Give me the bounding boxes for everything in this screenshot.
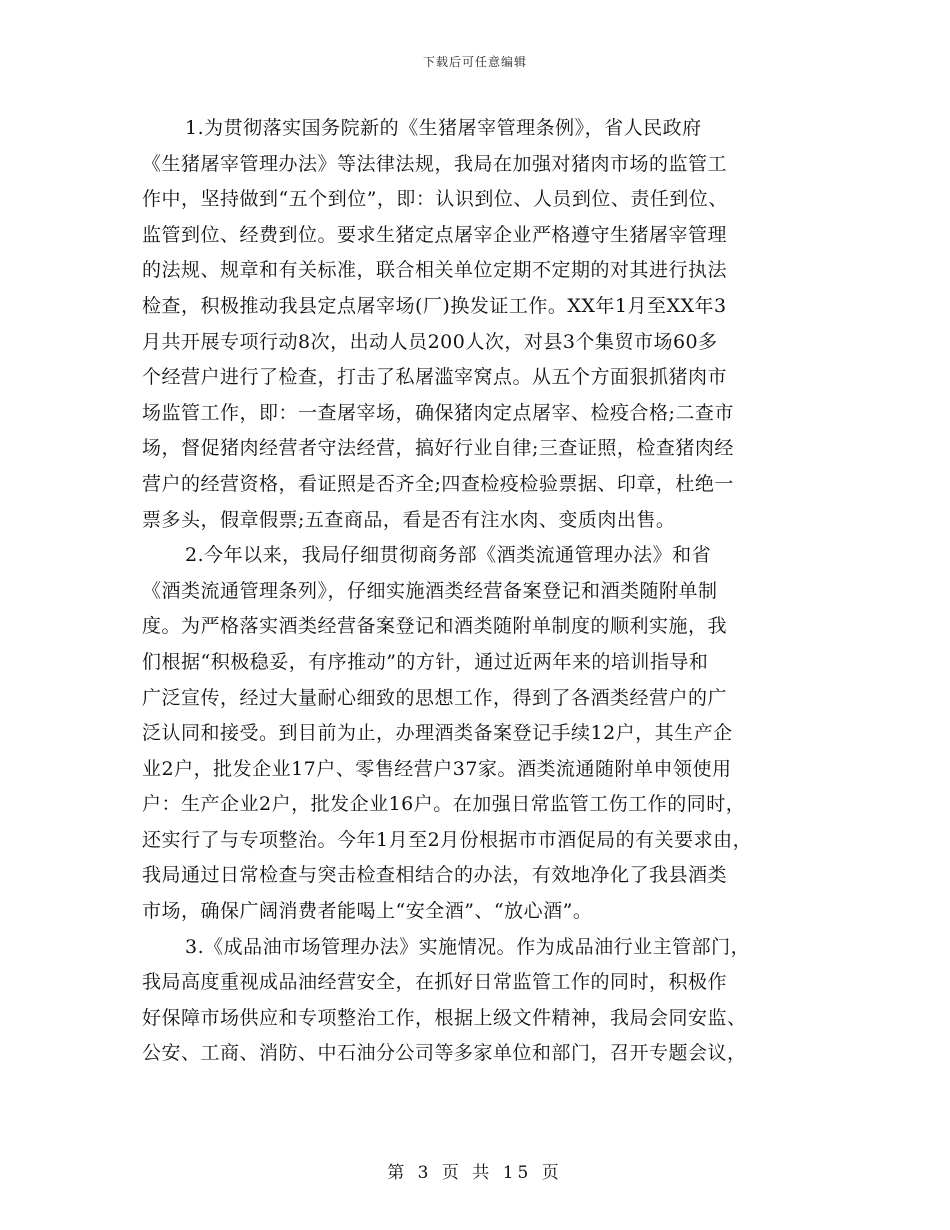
text-line: 2.今年以来，我局仔细贯彻商务部《酒类流通管理办法》和省	[185, 544, 712, 567]
text-line: 1.为贯彻落实国务院新的《生猪屠宰管理条例》，省人民政府	[185, 117, 702, 139]
text-line: 3.《成品油市场管理办法》实施情况。作为成品油行业主管部门，	[185, 935, 751, 958]
text-line: 户：生产企业2户，批发企业16户。在加强日常监管工伤工作的同时，	[142, 793, 746, 816]
text-line: 监管到位、经费到位。要求生猪定点屠宰企业严格遵守生猪屠宰管理	[142, 223, 728, 246]
text-line: 票多头，假章假票;五查商品，看是否有注水肉、变质肉出售。	[142, 508, 676, 531]
text-line: 好保障市场供应和专项整治工作，根据上级文件精神，我局会同安监、	[142, 1006, 747, 1029]
text-line: 作中，坚持做到“五个到位”，即：认识到位、人员到位、责任到位、	[142, 188, 728, 211]
text-line: 广泛宣传，经过大量耐心细致的思想工作，得到了各酒类经营户的广	[142, 686, 728, 709]
text-line: 我局高度重视成品油经营安全，在抓好日常监管工作的同时，积极作	[142, 971, 728, 994]
text-line: 度。为严格落实酒类经营备案登记和酒类随附单制度的顺利实施，我	[142, 615, 728, 638]
text-line: 营户的经营资格，看证照是否齐全;四查检疫检验票据、印章，杜绝一	[142, 472, 734, 495]
text-line: 我局通过日常检查与突击检查相结合的办法，有效地净化了我县酒类	[142, 864, 728, 887]
text-line: 还实行了与专项整治。今年1月至2月份根据市市酒促局的有关要求由，	[142, 828, 753, 851]
text-line: 场监管工作，即：一查屠宰场，确保猪肉定点屠宰、检疫合格;二查市	[142, 401, 734, 424]
text-line: 们根据“积极稳妥，有序推动”的方针，通过近两年来的培训指导和	[142, 650, 709, 673]
text-line: 《生猪屠宰管理办法》等法律法规，我局在加强对猪肉市场的监管工	[142, 152, 728, 175]
text-line: 检查，积极推动我县定点屠宰场(厂)换发证工作。XX年1月至XX年3	[142, 294, 727, 317]
page-header: 下载后可任意编辑	[422, 55, 527, 69]
page-number-footer: 第 3 页 共 15 页	[387, 1163, 563, 1183]
text-line: 市场，确保广阔消费者能喝上“安全酒”、“放心酒”。	[142, 900, 593, 923]
text-line: 场，督促猪肉经营者守法经营，搞好行业自律;三查证照，检查猪肉经	[142, 437, 734, 460]
text-line: 个经营户进行了检查，打击了私屠滥宰窝点。从五个方面狠抓猪肉市	[142, 366, 728, 389]
text-line: 的法规、规章和有关标准，联合相关单位定期不定期的对其进行执法	[142, 259, 728, 282]
body-text	[142, 111, 842, 1072]
text-line: 业2户，批发企业17户、零售经营户37家。酒类流通随附单申领使用	[142, 757, 732, 780]
text-line: 泛认同和接受。到目前为止，办理酒类备案登记手续12户，其生产企	[142, 722, 733, 745]
text-line: 公安、工商、消防、中石油分公司等多家单位和部门，召开专题会议，	[142, 1042, 747, 1065]
text-line: 月共开展专项行动8次，出动人员200人次，对县3个集贸市场60多	[142, 330, 718, 353]
text-line: 《酒类流通管理条列》，仔细实施酒类经营备案登记和酒类随附单制	[142, 579, 718, 602]
